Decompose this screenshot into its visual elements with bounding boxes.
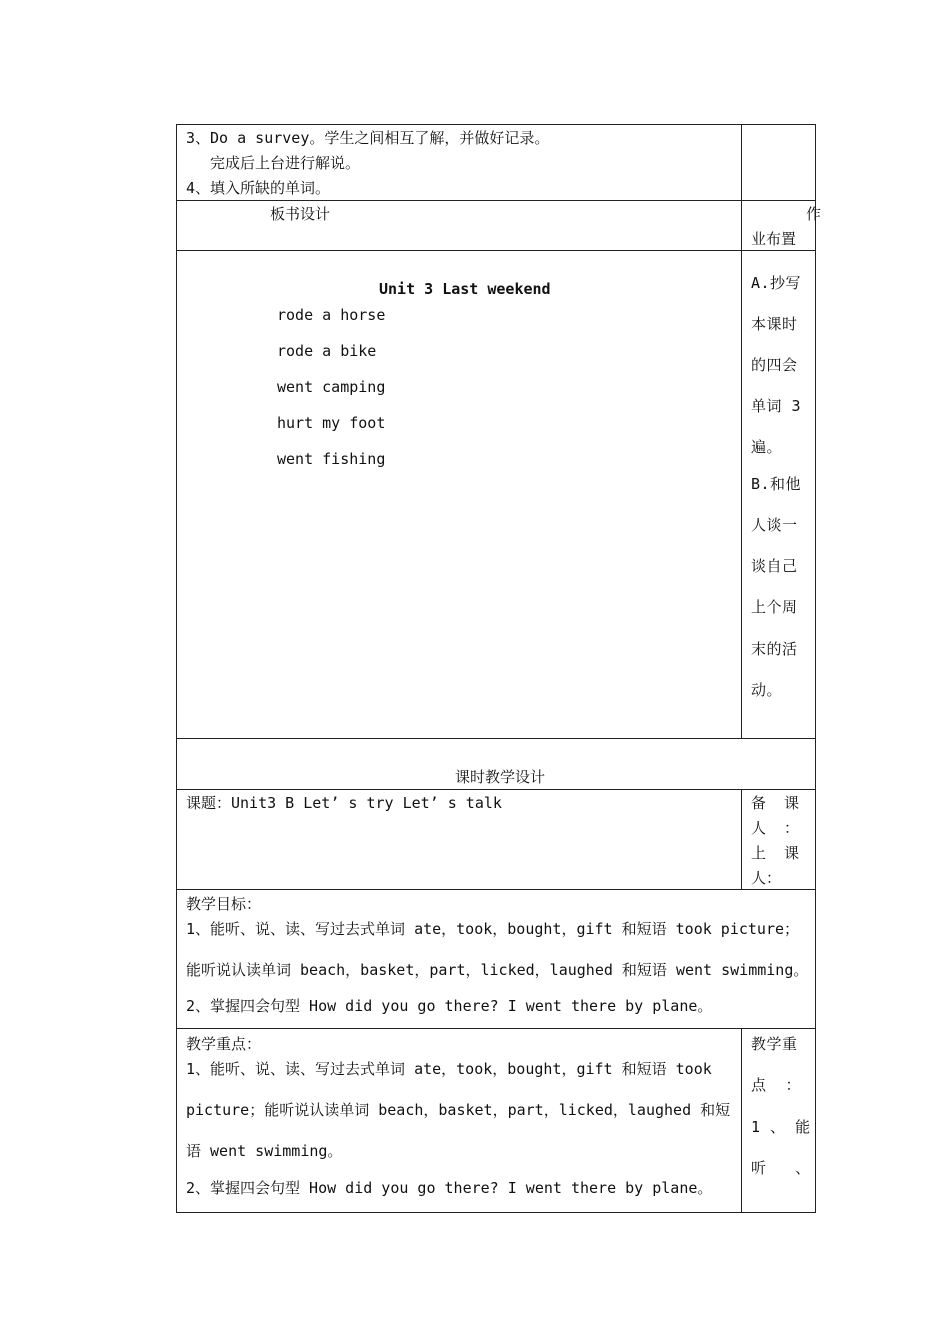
lesson-topic: 课题：Unit3 B Let’ s try Let’ s talk [186,794,502,812]
class-teacher-label-2: 人： [751,869,782,887]
table-border-right [815,124,816,1212]
prep-teacher-label: 备 课 [751,794,800,812]
keypoints-line: 1、能听、说、读、写过去式单词 ate，took，bought，gift 和短语 took [186,1060,712,1078]
table-row-divider [176,200,816,201]
table-border-left [176,124,177,1212]
homework-line: 本课时 [751,315,798,333]
homework-line: A.抄写 [751,274,802,292]
lesson-design-heading: 课时教学设计 [455,768,546,786]
board-phrase: rode a horse [277,306,386,324]
table-border-top [176,124,816,125]
prep-teacher-label-2: 人 ： [751,819,800,837]
table-row-divider [176,889,816,890]
homework-line: 人谈一 [751,516,798,534]
class-teacher-label: 上 课 [751,844,800,862]
board-design-heading: 板书设计 [270,205,331,223]
board-phrase: rode a bike [277,342,377,360]
homework-line: 上个周 [751,598,798,616]
table-row-divider [176,789,816,790]
homework-line: B.和他 [751,475,802,493]
activity-step-3: 3、Do a survey。学生之间相互了解，并做好记录。 [186,129,550,147]
keypoints-line: 2、掌握四会句型 How did you go there? I went there by plane。 [186,1179,713,1197]
homework-heading-part2: 业布置 [751,230,797,248]
homework-heading-part1: 作 [806,205,822,223]
activity-step-4: 4、填入所缺的单词。 [186,179,331,197]
table-border-bottom [176,1212,816,1213]
table-column-divider [741,1028,742,1212]
board-phrase: went fishing [277,450,386,468]
keypoints-side-line: 点 ： [751,1076,802,1094]
homework-line: 单词 3 [751,397,802,415]
board-phrase: went camping [277,378,386,396]
homework-line: 遍。 [751,438,783,456]
objectives-line: 1、能听、说、读、写过去式单词 ate，took，bought，gift 和短语 took picture； [186,920,800,938]
homework-line: 末的活 [751,640,798,658]
table-row-divider [176,738,816,739]
activity-step-3-continued: 完成后上台进行解说。 [210,154,361,172]
table-column-divider [741,789,742,889]
objectives-line: 2、掌握四会句型 How did you go there? I went there by plane。 [186,997,713,1015]
board-title: Unit 3 Last weekend [379,280,551,298]
objectives-label: 教学目标： [186,895,262,913]
keypoints-line: picture；能听说认读单词 beach，basket，part，licked，laughed 和短 [186,1101,731,1119]
homework-line: 动。 [751,681,783,699]
objectives-line: 能听说认读单词 beach，basket，part，licked，laughed 和短语 went swimming。 [186,961,809,979]
keypoints-side-line: 1 、 能 [751,1118,811,1136]
board-phrase: hurt my foot [277,414,386,432]
table-row-divider [176,1028,816,1029]
keypoints-label: 教学重点： [186,1035,262,1053]
table-column-divider [741,124,742,738]
keypoints-side-line: 教学重 [751,1035,798,1053]
table-row-divider [176,250,816,251]
keypoints-side-line: 听 、 [751,1159,811,1177]
homework-line: 的四会 [751,356,798,374]
keypoints-line: 语 went swimming。 [186,1142,343,1160]
homework-line: 谈自己 [751,557,798,575]
